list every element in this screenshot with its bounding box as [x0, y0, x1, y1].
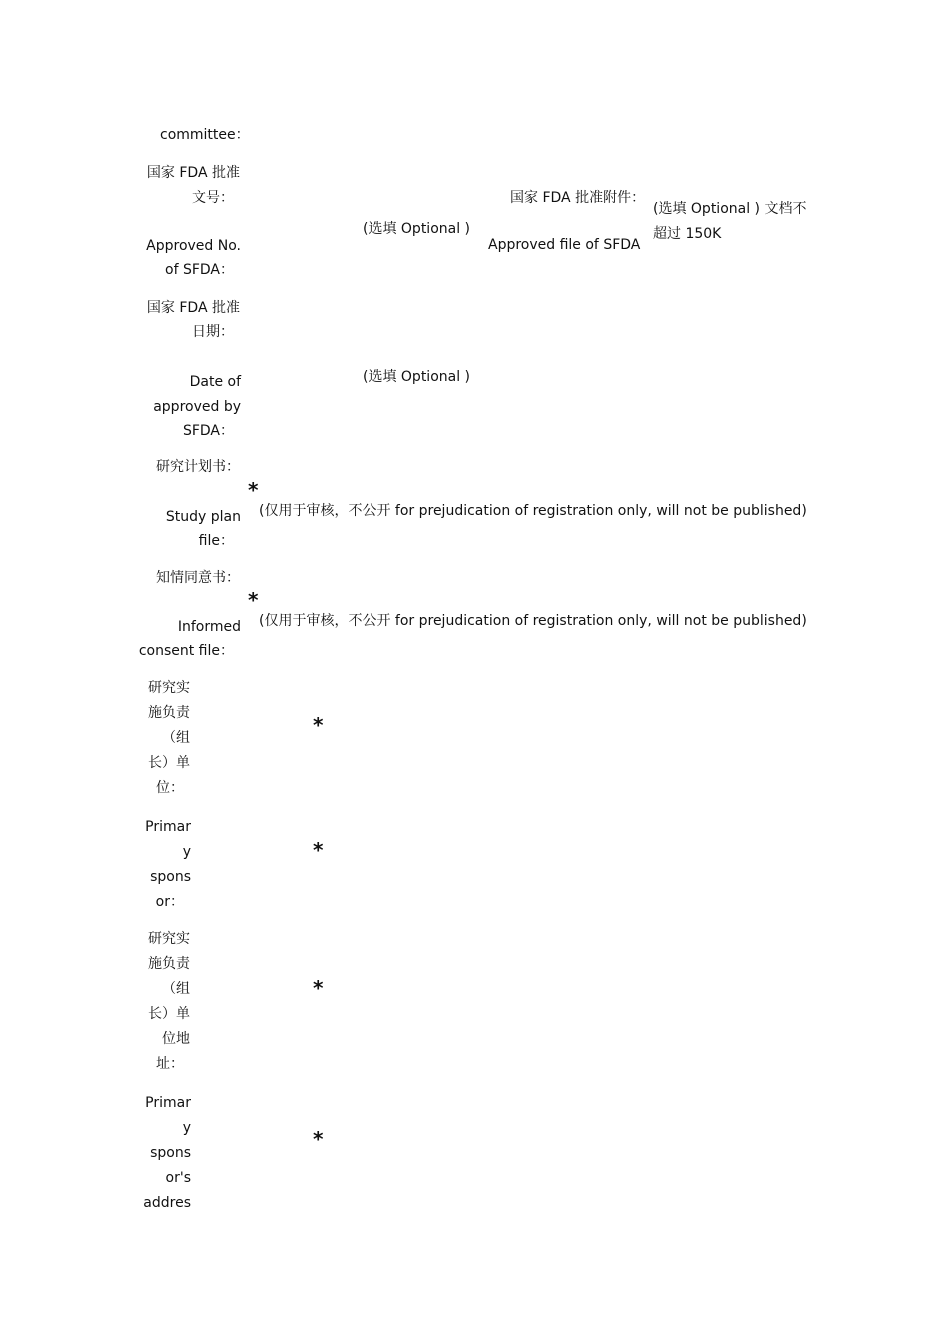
committee-label-tail: committee：: [160, 127, 250, 143]
consent-label-en-2: consent file：: [138, 643, 234, 659]
required-asterisk: *: [313, 1127, 324, 1151]
primary-sponsor-cn-line: 研究实: [148, 680, 190, 696]
study-plan-note: (仅用于审核，不公开 for prejudication of registration only, will not be published): [259, 503, 807, 519]
sponsor-address-en-line: spons: [150, 1145, 191, 1161]
primary-sponsor-en-line: y: [182, 844, 191, 860]
sfda-date-label-cn: 国家 FDA 批准: [146, 300, 240, 316]
required-asterisk: *: [313, 976, 324, 1000]
sfda-file-optional-hint: (选填 Optional ) 文档不: [653, 201, 807, 217]
sponsor-address-cn-line: 长）单: [148, 1006, 190, 1022]
sfda-date-label-en-2: approved by: [153, 399, 241, 415]
required-asterisk: *: [248, 478, 259, 502]
sponsor-address-cn-line: （组: [162, 981, 190, 997]
sponsor-address-cn-line: 施负责: [148, 956, 190, 972]
sfda-file-label-en: Approved file of SFDA: [488, 237, 641, 253]
sfda-number-label-en-2: of SFDA：: [165, 262, 234, 278]
sponsor-address-en-line: y: [182, 1120, 191, 1136]
sponsor-address-en-line: or's: [165, 1170, 191, 1186]
required-asterisk: *: [248, 588, 259, 612]
sponsor-address-en-line: addres: [143, 1195, 191, 1211]
sponsor-address-cn-line: 位地: [162, 1031, 190, 1047]
primary-sponsor-cn-line: （组: [162, 730, 190, 746]
primary-sponsor-en-line: Primar: [145, 819, 191, 835]
sfda-file-size-hint: 超过 150K: [653, 226, 722, 242]
sponsor-address-en-line: Primar: [145, 1095, 191, 1111]
required-asterisk: *: [313, 838, 324, 862]
sfda-file-label-cn: 国家 FDA 批准附件：: [510, 190, 646, 206]
sfda-number-optional-hint: (选填 Optional ): [363, 221, 471, 237]
primary-sponsor-en-line: spons: [150, 869, 191, 885]
study-plan-label-en-2: file：: [198, 533, 234, 549]
sponsor-address-cn-line: 研究实: [148, 931, 190, 947]
sfda-number-label-cn: 国家 FDA 批准: [146, 165, 240, 181]
primary-sponsor-cn-line: 施负责: [148, 705, 190, 721]
sfda-number-label-en: Approved No.: [146, 238, 241, 254]
consent-note: (仅用于审核，不公开 for prejudication of registration only, will not be published): [259, 613, 807, 629]
required-asterisk: *: [313, 713, 324, 737]
sponsor-address-cn-line: 址：: [156, 1056, 184, 1072]
sfda-date-label-en-3: SFDA：: [182, 423, 234, 439]
study-plan-label-en: Study plan: [165, 509, 241, 525]
primary-sponsor-cn-line: 位：: [156, 780, 184, 796]
primary-sponsor-en-line: or：: [155, 894, 184, 910]
primary-sponsor-cn-line: 长）单: [148, 755, 190, 771]
sfda-date-label-cn-2: 日期：: [192, 324, 234, 340]
consent-label-en: Informed: [177, 619, 241, 635]
sfda-date-label-en: Date of: [189, 374, 241, 390]
study-plan-label-cn: 研究计划书：: [156, 459, 240, 475]
sfda-number-label-cn-2: 文号：: [192, 190, 234, 206]
consent-label-cn: 知情同意书：: [156, 570, 240, 586]
sfda-date-optional-hint: (选填 Optional ): [363, 369, 471, 385]
